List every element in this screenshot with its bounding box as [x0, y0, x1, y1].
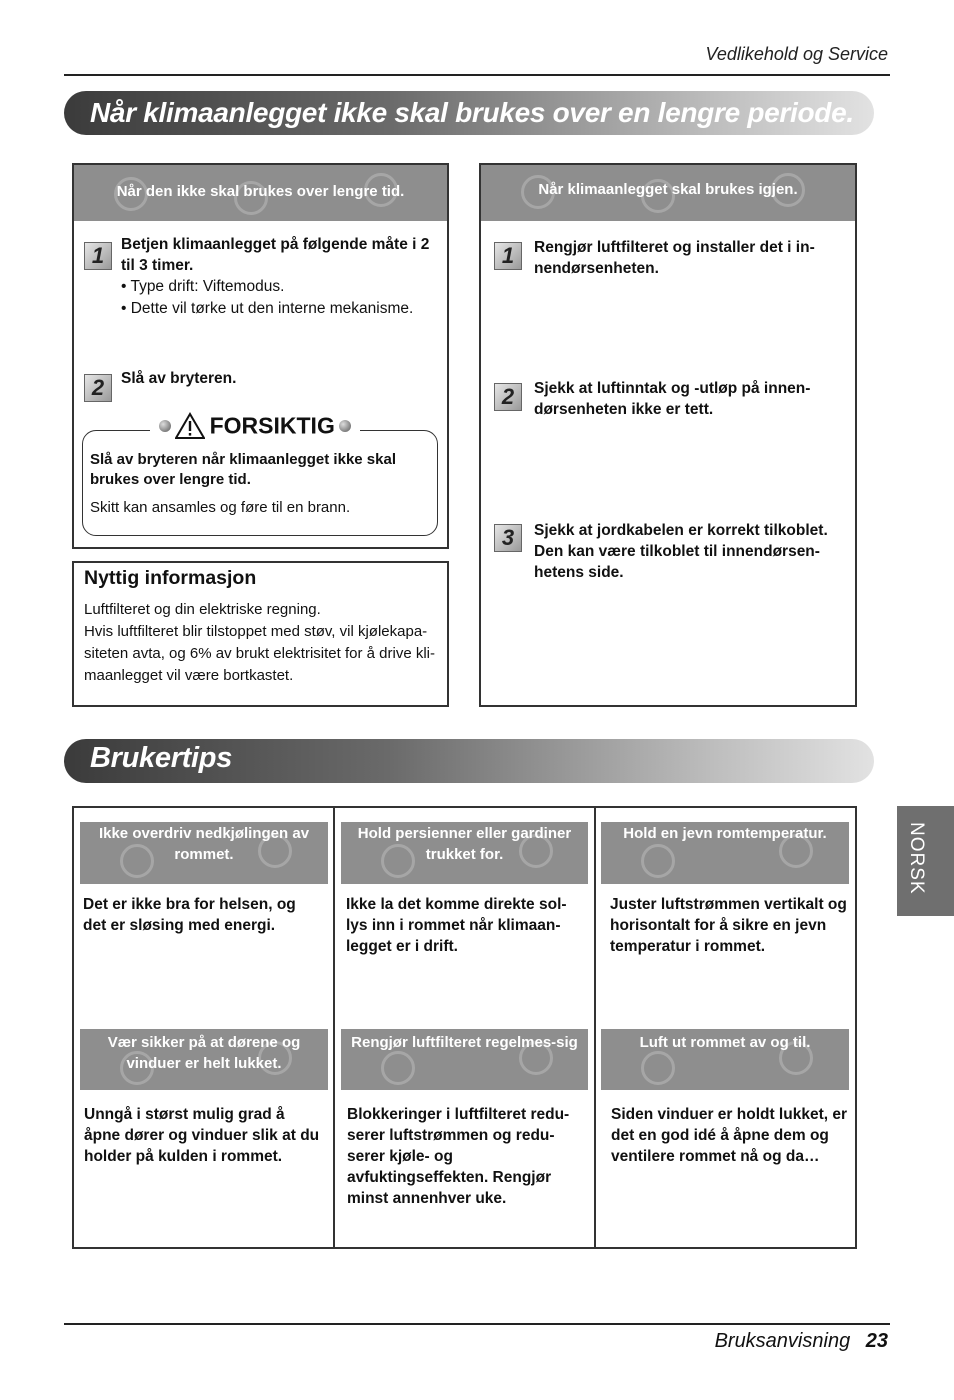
step-number-2: 2: [84, 374, 112, 402]
restart-box-header: [481, 165, 855, 221]
restart-step3-text: Sjekk at jordkabelen er korrekt tilkoblet. Den kan være tilkoblet til innendørsen-hetens side.: [534, 522, 828, 581]
step1-instruction: Betjen klimaanlegget på følgende måte i 2 til 3 timer.: [121, 236, 430, 274]
language-tab: [897, 806, 954, 916]
tips-divider: [333, 806, 335, 1249]
restart-step2-text: Sjekk at luftinntak og -utløp på innen-dørsenheten ikke er tett.: [534, 380, 811, 418]
step-number-1: 1: [494, 242, 522, 270]
restart-step1-text: Rengjør luftfilteret og installer det i in-nendørsenheten.: [534, 239, 815, 277]
bullet-dot-icon: [339, 420, 351, 432]
tip-header: [80, 1029, 328, 1090]
step2-instruction: Slå av bryteren.: [121, 370, 237, 387]
restart-box-header-text: Når klimaanlegget skal brukes igjen.: [538, 181, 798, 198]
tips-divider: [594, 806, 596, 1249]
step-number-2: 2: [494, 383, 522, 411]
tip-text: Blokkeringer i luftfilteret redu-serer luftstrømmen og redu-serer kjøle- og avfuktingseffekten. Rengjør minst annenhver uke.: [347, 1106, 570, 1207]
tip-header: [341, 822, 588, 884]
step-number-3: 3: [494, 524, 522, 552]
storage-box-header: [74, 165, 447, 221]
section2-title: Brukertips: [90, 742, 233, 774]
tip-header-text: Ikke overdriv nedkjølingen av rommet.: [98, 825, 310, 863]
storage-box-header-text: Når den ikke skal brukes over lengre tid.: [116, 183, 405, 200]
info-text: Hvis luftfilteret blir tilstoppet med støv, vil kjølekapa-siteten avta, og 6% av brukt elektrisitet for å drive kli-maanlegget vil være bortkastet.: [84, 623, 435, 684]
caution-bold-text: Slå av bryteren når klimaanlegget ikke skal brukes over lengre tid.: [90, 451, 396, 488]
step-number-1: 1: [84, 242, 112, 270]
caution-heading: [150, 412, 360, 446]
caution-text: Skitt kan ansamles og føre til en brann.: [90, 499, 351, 516]
language-tab-label: NORSK: [906, 822, 927, 895]
caution-title: FORSIKTIG: [209, 412, 335, 439]
footer: [715, 1330, 888, 1353]
tip-header: [80, 822, 328, 884]
tip-header-text: Vær sikker på at dørene og vinduer er helt lukket.: [107, 1034, 301, 1072]
header-rule: [64, 74, 890, 76]
tip-text: Unngå i størst mulig grad å åpne dører og vinduer slik at du holder på kulden i rommet.: [84, 1106, 320, 1165]
tip-header: [601, 1029, 849, 1090]
tip-text: Siden vinduer er holdt lukket, er det en god idé å åpne dem og ventilere rommet nå og da…: [611, 1106, 847, 1165]
tip-text: Juster luftstrømmen vertikalt og horisontalt for å sikre en jevn temperatur i rommet.: [610, 896, 847, 955]
section1-title: Når klimaanlegget ikke skal brukes over en lengre periode.: [90, 97, 854, 128]
tip-header: [341, 1029, 588, 1090]
tip-text: Det er ikke bra for helsen, og det er sløsing med energi.: [83, 896, 296, 934]
bullet-dot-icon: [159, 420, 171, 432]
running-header: Vedlikehold og Service: [705, 44, 888, 64]
warning-icon: [175, 412, 205, 440]
tip-header-text: Rengjør luftfilteret regelmes-sig: [351, 1034, 578, 1051]
tip-header-text: Hold en jevn romtemperatur.: [623, 825, 827, 842]
info-line1: Luftfilteret og din elektriske regning.: [84, 601, 321, 618]
tip-header-text: Luft ut rommet av og til.: [639, 1034, 811, 1051]
footer-rule: [64, 1323, 890, 1325]
page-number: 23: [865, 1330, 888, 1352]
section1-banner: [64, 91, 874, 135]
tip-header: [601, 822, 849, 884]
tip-text: Ikke la det komme direkte sol-lys inn i rommet når klimaan-legget er i drift.: [346, 896, 567, 955]
tip-header-text: Hold persienner eller gardiner trukket for.: [357, 825, 572, 863]
step1-bullet-1: • Type drift: Viftemodus.: [121, 278, 285, 295]
info-title: Nyttig informasjon: [84, 567, 257, 589]
step1-bullet-2: • Dette vil tørke ut den interne mekanisme.: [121, 300, 414, 317]
footer-label: Bruksanvisning: [714, 1330, 851, 1352]
section2-banner: [64, 739, 874, 783]
